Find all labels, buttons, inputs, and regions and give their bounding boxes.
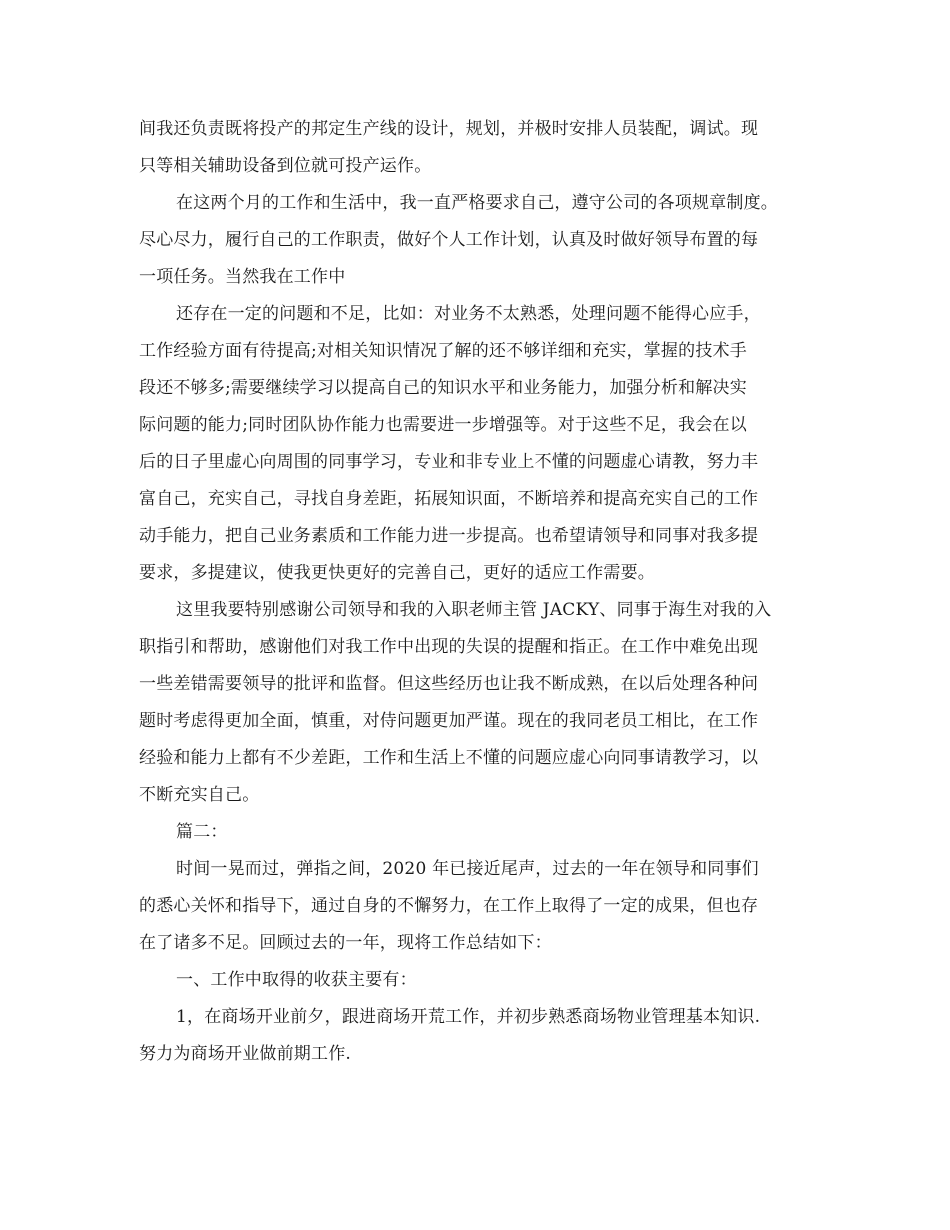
text-line: 后的日子里虚心向周围的同事学习，专业和非专业上不懂的问题虚心请教，努力丰: [139, 452, 759, 472]
text-line: 只等相关辅助设备到位就可投产运作。: [139, 156, 432, 176]
section-heading: 篇二：: [176, 822, 228, 842]
text-line: 努力为商场开业做前期工作.: [139, 1044, 352, 1064]
text-line: 不断充实自己。: [139, 785, 260, 805]
text-line: 动手能力，把自己业务素质和工作能力进一步提高。也希望请领导和同事对我多提: [139, 526, 759, 546]
text-line: 经验和能力上都有不少差距，工作和生活上不懂的问题应虚心向同事请教学习，以: [139, 748, 759, 768]
paragraph-start-line: 这里我要特别感谢公司领导和我的入职老师主管 JACKY、同事于海生对我的入: [176, 600, 772, 620]
text-line: 的悉心关怀和指导下，通过自身的不懈努力，在工作上取得了一定的成果，但也存: [139, 896, 759, 916]
text-line: 间我还负责既将投产的邦定生产线的设计，规划，并极时安排人员装配，调试。现: [139, 119, 759, 139]
text-line: 工作经验方面有待提高;对相关知识情况了解的还不够详细和充实，掌握的技术手: [139, 341, 747, 361]
text-line: 题时考虑得更加全面，慎重，对侍问题更加严谨。现在的我同老员工相比，在工作: [139, 711, 759, 731]
list-heading: 一、工作中取得的收获主要有：: [176, 970, 417, 990]
text-line: 要求，多提建议，使我更快更好的完善自己，更好的适应工作需要。: [139, 563, 655, 583]
text-line: 段还不够多;需要继续学习以提高自己的知识水平和业务能力，加强分析和解决实: [139, 378, 747, 398]
text-line: 际问题的能力;同时团队协作能力也需要进一步增强等。对于这些不足，我会在以: [139, 415, 747, 435]
text-line: 一些差错需要领导的批评和监督。但这些经历也让我不断成熟，在以后处理各种问: [139, 674, 759, 694]
paragraph-start-line: 时间一晃而过，弹指之间，2020 年已接近尾声，过去的一年在领导和同事们: [176, 859, 759, 879]
list-item-line: 1，在商场开业前夕，跟进商场开荒工作，并初步熟悉商场物业管理基本知识.: [176, 1007, 761, 1027]
text-line: 富自己，充实自己，寻找自身差距，拓展知识面，不断培养和提高充实自己的工作: [139, 489, 759, 509]
paragraph-start-line: 还存在一定的问题和不足，比如：对业务不太熟悉，处理问题不能得心应手，: [176, 304, 761, 324]
text-line: 一项任务。当然我在工作中: [139, 267, 346, 287]
text-line: 职指引和帮助，感谢他们对我工作中出现的失误的提醒和指正。在工作中难免出现: [139, 637, 759, 657]
text-line: 尽心尽力，履行自己的工作职责，做好个人工作计划，认真及时做好领导布置的每: [139, 230, 759, 250]
text-line: 在了诸多不足。回顾过去的一年，现将工作总结如下：: [139, 933, 552, 953]
paragraph-start-line: 在这两个月的工作和生活中，我一直严格要求自己，遵守公司的各项规章制度。: [176, 193, 778, 213]
